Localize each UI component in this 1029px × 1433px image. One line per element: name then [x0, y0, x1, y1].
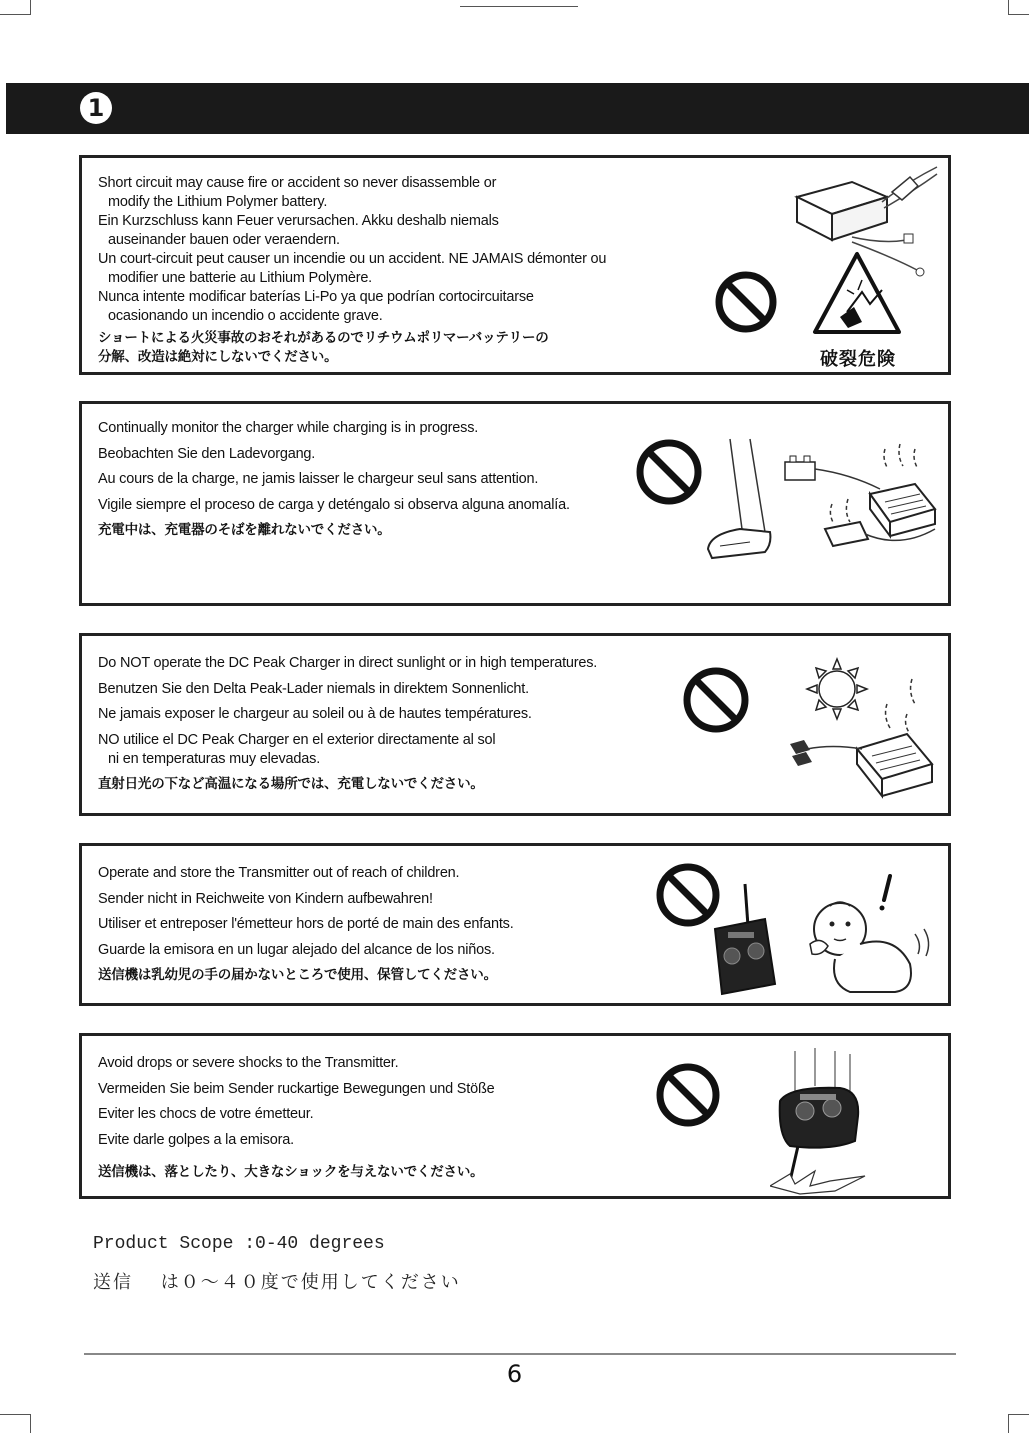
crop-mark-bottom-right [1008, 1414, 1029, 1433]
warning-line-jp: 送信機は、落としたり、大きなショックを与えないでください。 [98, 1163, 484, 1180]
footer-divider [84, 1353, 956, 1355]
warning-line: auseinander bauen oder veraendern. [108, 232, 340, 248]
warning-line: Do NOT operate the DC Peak Charger in direct sunlight or in high temperatures. [98, 655, 598, 671]
warning-line-jp: ショートによる火災事故のおそれがあるのでリチウムポリマーバッテリーの [98, 330, 549, 346]
warning-line: Operate and store the Transmitter out of reach of children. [98, 865, 460, 881]
warning-line: modify the Lithium Polymer battery. [108, 194, 328, 210]
prohibition-icon [714, 270, 778, 334]
warning-line: Ne jamais exposer le chargeur au soleil ou à de hautes températures. [98, 706, 532, 722]
warning-line: Benutzen Sie den Delta Peak-Lader niemals in direktem Sonnenlicht. [98, 680, 529, 697]
warning-text [98, 419, 570, 547]
warning-text [98, 174, 606, 367]
crop-mark-top-left [0, 0, 31, 15]
crop-mark-bottom-left [0, 1414, 31, 1433]
warning-line: Au cours de la charge, ne jamis laisser le chargeur seul sans attention. [98, 471, 539, 487]
warning-line: Avoid drops or severe shocks to the Transmitter. [98, 1055, 399, 1071]
warning-box-battery [79, 155, 951, 375]
transmitter-baby-illustration-icon [710, 874, 940, 1004]
warning-line: Vermeiden Sie beim Sender ruckartige Bewegungen und Stöße [98, 1080, 495, 1097]
section-number-badge: 1 [80, 92, 112, 124]
dropping-transmitter-illustration-icon [770, 1046, 880, 1196]
warning-text [98, 654, 597, 801]
warning-line: Sender nicht in Reichweite von Kindern aufbewahren! [98, 890, 433, 907]
warning-line: Guarde la emisora en un lugar alejado del alcance de los niños. [98, 941, 495, 958]
warning-line: Evite darle golpes a la emisora. [98, 1131, 294, 1148]
warning-text [98, 864, 514, 992]
warning-line: Eviter les chocs de votre émetteur. [98, 1106, 314, 1122]
product-scope-text: Product Scope :0-40 degrees [93, 1234, 385, 1254]
section-header-bar [6, 83, 1029, 134]
warning-line: Short circuit may cause fire or accident so never disassemble or [98, 175, 497, 191]
warning-line: modifier une batterie au Lithium Polymère. [108, 270, 373, 286]
product-scope-text-jp: 送信 は０～４０度で使用してください [93, 1272, 461, 1293]
sun-charger-illustration-icon [782, 654, 947, 804]
warning-line: Continually monitor the charger while charging is in progress. [98, 420, 479, 436]
warning-line: ocasionando un incendio o accidente grave. [108, 308, 383, 324]
crop-mark-top-right [1008, 0, 1029, 15]
warning-line-jp: 分解、改造は絶対にしないでください。 [98, 349, 338, 365]
warning-line: ni en temperaturas muy elevadas. [108, 750, 321, 767]
prohibition-icon [682, 666, 750, 734]
warning-box-charging [79, 401, 951, 606]
prohibition-icon [655, 1062, 721, 1128]
page-number: 6 [506, 1360, 523, 1388]
warning-line-jp: 充電中は、充電器のそばを離れないでください。 [98, 522, 391, 538]
warning-line: Vigile siempre el proceso de carga y deténgalo si observa alguna anomalía. [98, 496, 570, 513]
warning-line-jp: 送信機は乳幼児の手の届かないところで使用、保管してください。 [98, 967, 497, 983]
charger-person-illustration-icon [700, 434, 940, 574]
warning-box-sunlight [79, 633, 951, 816]
warning-line: Utiliser et entreposer l'émetteur hors de porté de main des enfants. [98, 916, 514, 932]
crop-mark-top-center [460, 0, 578, 7]
prohibition-icon [635, 438, 703, 506]
warning-text [98, 1054, 494, 1188]
warning-box-drops [79, 1033, 951, 1199]
warning-line: NO utilice el DC Peak Charger en el exterior directamente al sol [98, 731, 496, 748]
warning-line: Nunca intente modificar baterías Li-Po ya que podrían cortocircuitarse [98, 289, 534, 305]
warning-line: Beobachten Sie den Ladevorgang. [98, 445, 316, 462]
danger-label: 破裂危険 [820, 349, 896, 370]
warning-line: Ein Kurzschluss kann Feuer verursachen. Akku deshalb niemals [98, 213, 499, 229]
warning-line-jp: 直射日光の下など高温になる場所では、充電しないでください。 [98, 776, 484, 792]
warning-box-children [79, 843, 951, 1006]
warning-line: Un court-circuit peut causer un incendie ou un accident. NE JAMAIS démonter ou [98, 251, 607, 267]
lipo-battery-illustration-icon [792, 162, 942, 342]
